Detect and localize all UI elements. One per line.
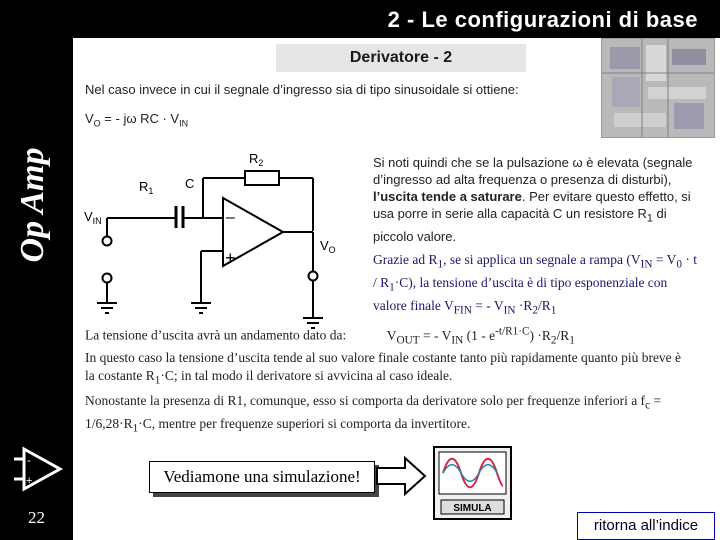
opamp-logo-icon — [10, 443, 66, 495]
output-paragraph: La tensione d’uscita avrà un andamento dato da: $V_{OUT}$ = - $V_{IN}$ $(1 - e^{-t/R1\cdot C}) \cdot R_2/R_1$ In questo caso la tensione d’uscita tende al suo valore finale costante tanto più rapidamente quanto più breve è la costante $R_1\cdot C$; in tal modo il derivatore si avvicina al caso ideale. — [85, 325, 682, 387]
svg-text:SIMULA: SIMULA — [453, 503, 492, 514]
circuit-diagram — [73, 138, 373, 338]
simula-button[interactable] — [433, 446, 512, 520]
vo-terminal — [309, 272, 318, 281]
saturation-note: Si noti quindi che se la pulsazione ω è elevata (segnale d’ingresso ad alta frequenza o presenza di disturbi), l’uscita tende a saturare. Per evitare questo effetto, si usa porre in serie alla capacità C un resistore $R_1$ di piccolo valore. — [373, 155, 693, 244]
return-to-index-link[interactable]: ritorna all’indice — [577, 512, 715, 540]
slide-content — [73, 38, 720, 540]
resistor-r2 — [245, 171, 279, 185]
sidebar — [0, 0, 73, 540]
frequency-paragraph: Nonostante la presenza di R1, comunque, esso si comporta da derivatore solo per frequenze inferiori a $f_c = 1/6,28\cdot R_1\cdot C$, mentre per frequenze superiori si comporta da invertitore. — [85, 393, 662, 435]
label-vin: $V_{IN}$ — [84, 209, 102, 226]
slide-subtitle: Derivatore - 2 — [276, 44, 526, 72]
page-number: 22 — [28, 508, 45, 527]
arrow-right-icon — [373, 454, 429, 498]
label-vo: $V_O$ — [320, 238, 336, 255]
svg-text:-: - — [27, 455, 31, 467]
output-formula: $V_{OUT}$ = - $V_{IN}$ $(1 - e^{-t/R1\cdot C}) \cdot R_2/R_1$ — [386, 325, 575, 347]
formula-vo: $V_O$ = - jω RC · $V_{IN}$ — [85, 111, 189, 129]
vin-terminal — [103, 237, 112, 246]
ramp-note: Grazie ad $R_1$, se si applica un segnale a rampa $(V_{IN} = V_0 \cdot t / R_1\cdot C)$, la tensione d’uscita è di tipo esponenziale con valore finale $V_{FIN}$ = - $V_{IN} \cdot R_2/R_1$ — [373, 252, 698, 318]
op-amp-logo: Op Amp — [14, 147, 51, 263]
label-r2: $R_2$ — [249, 151, 264, 168]
simulation-button[interactable]: Vediamone una simulazione! — [149, 461, 375, 493]
label-r1: $R_1$ — [139, 179, 154, 196]
label-c: C — [185, 176, 195, 191]
svg-text:+: + — [225, 248, 236, 268]
svg-text:+: + — [26, 475, 33, 487]
chip-image — [601, 38, 715, 138]
page-title: 2 - Le configurazioni di base — [387, 7, 698, 32]
svg-text:–: – — [226, 209, 235, 226]
intro-text: Nel caso invece in cui il segnale d’ingresso sia di tipo sinusoidale si ottiene: — [85, 82, 519, 97]
header-bar — [73, 0, 720, 38]
